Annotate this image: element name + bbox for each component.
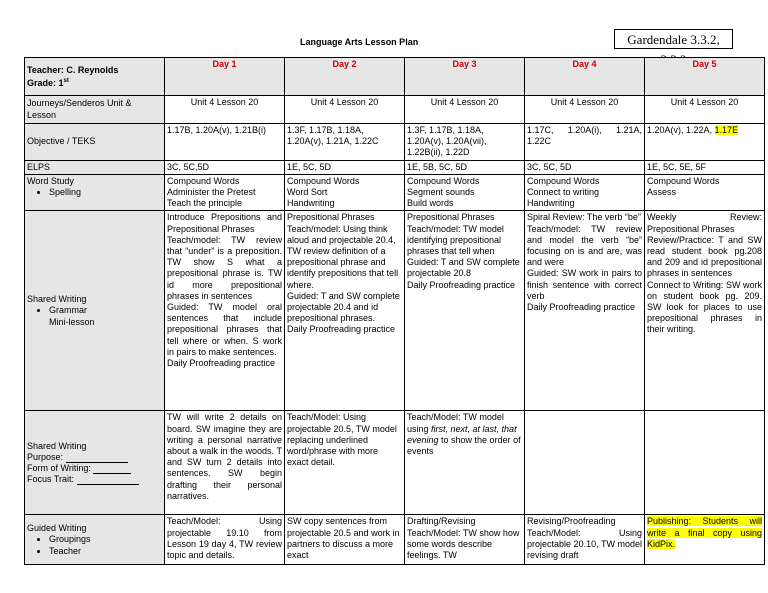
objective-day-2: 1.3F, 1.17B, 1.18A, 1.20A(v), 1.21A, 1.22C	[285, 124, 405, 161]
word-study-row	[25, 174, 765, 211]
groupings-bullet: • Groupings	[49, 534, 162, 545]
shared-grammar-day-3: Prepositional Phrases Teach/model: TW model identifying prepositional phrases that tell when Guided: T and SW complete projectable 20.8 Daily Proofreading practice	[405, 211, 525, 411]
grade-label: Grade: 1st	[27, 77, 69, 88]
journeys-day-3: Unit 4 Lesson 20	[405, 96, 525, 124]
day-3-header: Day 3	[405, 58, 525, 96]
day-1-header: Day 1	[165, 58, 285, 96]
mini-lesson-label: Mini-lesson	[49, 316, 95, 327]
journeys-label: Journeys/Senderos Unit & Lesson	[25, 96, 165, 124]
shared-purpose-row	[25, 411, 765, 515]
word-study-label: Word Study • Spelling	[25, 174, 165, 211]
day-2-header: Day 2	[285, 58, 405, 96]
shared-purpose-day-1: TW will write 2 details on board. SW imagine they are writing a personal narrative about a walk in the woods. T and SW turn 2 details into sentences. SW begin drafting their personal narratives.	[165, 411, 285, 515]
elps-day-4: 3C, 5C, 5D	[525, 160, 645, 174]
journeys-day-1: Unit 4 Lesson 20	[165, 96, 285, 124]
teacher-bullet: • Teacher	[49, 546, 162, 557]
spelling-bullet: • Spelling	[49, 187, 162, 198]
word-study-day-2: Compound Words Word Sort Handwriting	[285, 174, 405, 211]
shared-grammar-day-2: Prepositional Phrases Teach/model: Using think aloud and projectable 20.4, TW review definition of a prepositional phrase and identify prepositions that tell where. Guided: T and SW complete projectable 20.4 and id prepositional phrases. Daily Proofreading practice	[285, 211, 405, 411]
day-5-header: Day 5	[645, 58, 765, 96]
guided-day-3: Drafting/Revising Teach/Model: TW show how some words describe feelings. TW	[405, 515, 525, 565]
shared-purpose-day-5	[645, 411, 765, 515]
guided-label: Guided Writing • Groupings • Teacher	[25, 515, 165, 565]
standards-box: Gardendale 3.3.2,	[614, 29, 733, 49]
guided-day-4: Revising/Proofreading Teach/Model: Using projectable 20.10, TW model revising draft	[525, 515, 645, 565]
shared-grammar-label: Shared Writing • Grammar Mini-lesson	[25, 211, 165, 411]
journeys-day-5: Unit 4 Lesson 20	[645, 96, 765, 124]
journeys-row	[25, 96, 765, 124]
word-study-day-5: Compound Words Assess	[645, 174, 765, 211]
elps-label: ELPS	[25, 160, 165, 174]
journeys-day-2: Unit 4 Lesson 20	[285, 96, 405, 124]
page-title: Language Arts Lesson Plan	[300, 37, 419, 47]
word-study-day-1: Compound Words Administer the Pretest Teach the principle	[165, 174, 285, 211]
shared-grammar-day-1: Introduce Prepositions and Prepositional Phrases Teach/model: TW review that “under” is a preposition. TW show S what a prepositional phrase is. TW id more prepositional phrases in sentences Guided: TW model oral sentences that include prepositional phrases that tell where or when. S work in pairs to make sentences. Daily Proofreading practice	[165, 211, 285, 411]
day-header-row	[25, 58, 765, 96]
teacher-name: Teacher: C. Reynolds	[27, 64, 119, 75]
shared-grammar-row	[25, 211, 765, 411]
shared-grammar-day-4: Spiral Review: The verb “be” Teach/model: TW review and model the verb “be” focusing on is and are, was and were Guided: SW work in pairs to finish sentence with correct verb Daily Proofreading practice	[525, 211, 645, 411]
elps-day-5: 1E, 5C, 5E, 5F	[645, 160, 765, 174]
elps-day-2: 1E, 5C, 5D	[285, 160, 405, 174]
day-4-header: Day 4	[525, 58, 645, 96]
shared-grammar-day-5: Weekly Review: Prepositional Phrases Review/Practice: T and SW read student book pg.208 and 209 and id prepositional phrases in sentences Connect to Writing: SW work on student book pg. 209. SW look for places to use prepositional phrases in their writing.	[645, 211, 765, 411]
guided-day-5	[645, 515, 765, 565]
objective-day-5-highlight: 1.17E	[714, 125, 739, 135]
objective-row	[25, 124, 765, 161]
publishing-highlight: Publishing: Students will write a final copy using KidPix.	[647, 516, 762, 549]
shared-purpose-day-2: Teach/Model: Using projectable 20.5, TW model replacing underlined word/phrase with more exact detail.	[285, 411, 405, 515]
elps-day-3: 1E, 5B, 5C, 5D	[405, 160, 525, 174]
objective-day-3: 1.3F, 1.17B, 1.18A, 1.20A(v), 1.20A(vii), 1.22B(ii), 1.22D	[405, 124, 525, 161]
objective-label: Objective / TEKS	[25, 124, 165, 161]
word-study-day-3: Compound Words Segment sounds Build words	[405, 174, 525, 211]
teacher-cell	[25, 58, 165, 96]
guided-day-1: Teach/Model: Using projectable 19.10 from Lesson 19 day 4, TW review topic and details.	[165, 515, 285, 565]
objective-day-5: 1.20A(v), 1.22A, 1.17E	[645, 124, 765, 161]
lesson-plan-table	[24, 57, 765, 565]
guided-row	[25, 515, 765, 565]
grammar-bullet: • Grammar	[49, 305, 162, 316]
elps-row	[25, 160, 765, 174]
shared-purpose-label: Shared Writing Purpose: Form of Writing: Focus Trait:	[25, 411, 165, 515]
objective-day-1: 1.17B, 1.20A(v), 1.21B(i)	[165, 124, 285, 161]
objective-day-4: 1.17C, 1.20A(i), 1.21A, 1.22C	[525, 124, 645, 161]
shared-purpose-day-3: Teach/Model: TW model using first, next, at last, that evening to show the order of events	[405, 411, 525, 515]
guided-day-2: SW copy sentences from projectable 20.5 and work in partners to discuss a more exact	[285, 515, 405, 565]
word-study-day-4: Compound Words Connect to writing Handwriting	[525, 174, 645, 211]
journeys-day-4: Unit 4 Lesson 20	[525, 96, 645, 124]
shared-purpose-day-4	[525, 411, 645, 515]
elps-day-1: 3C, 5C,5D	[165, 160, 285, 174]
